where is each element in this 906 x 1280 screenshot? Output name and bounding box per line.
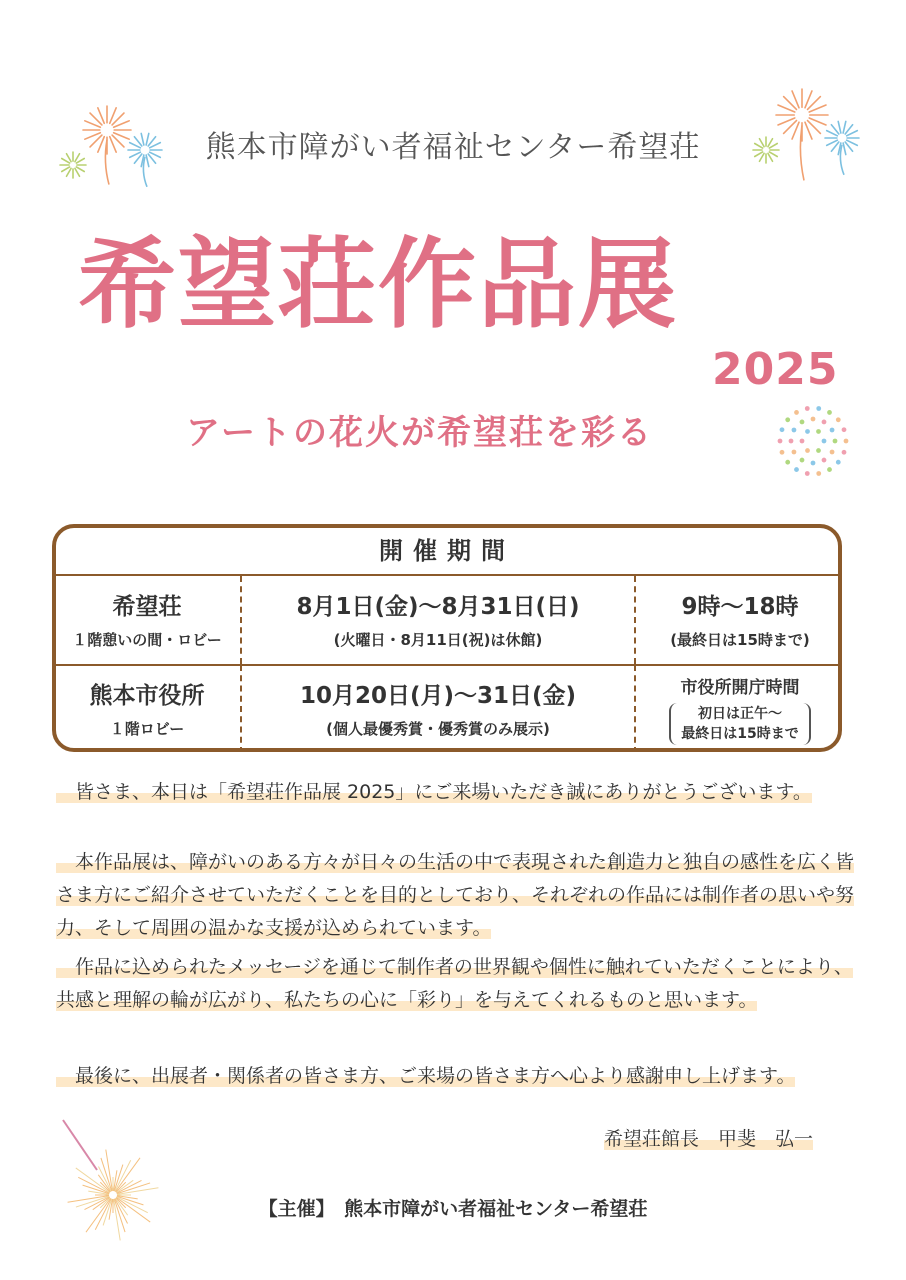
host-organization: 【主催】 熊本市障がい者福祉センター希望荘 — [258, 1198, 648, 1220]
paragraph-text: 最後に、出展者・関係者の皆さま方、ご来場の皆さま方へ心より感謝申し上げます。 — [56, 1065, 796, 1087]
title-year: 2025 — [712, 344, 839, 395]
signature-text: 希望荘館長 甲斐 弘一 — [604, 1128, 814, 1150]
hours-note: (最終日は15時まで) — [670, 631, 810, 649]
sparkler-icon — [55, 1115, 165, 1245]
hours-note-line: 初日は正午～ — [697, 706, 782, 722]
venue-detail: １階ロビー — [109, 720, 185, 738]
message-paragraph — [56, 846, 856, 945]
hours-note-line: 最終日は15時まで — [681, 726, 799, 742]
opening-hours: 市役所開庁時間 — [680, 678, 800, 698]
venue-cell — [56, 576, 238, 664]
hours-note-box — [669, 703, 810, 745]
dates-cell — [240, 665, 634, 752]
schedule-heading: 開催期間 — [56, 528, 838, 576]
organization-name: 熊本市障がい者福祉センター希望荘 — [205, 130, 701, 165]
paragraph-text: 皆さま、本日は「希望荘作品展 2025」にご来場いただき誠にありがとうございます。 — [56, 781, 812, 803]
venue-name: 希望荘 — [112, 594, 182, 620]
schedule-row-city-hall — [56, 665, 838, 752]
paragraph-text: 作品に込められたメッセージを通じて制作者の世界観や個性に触れていただくことにより、共感と理解の輪が広がり、私たちの心に「彩り」を与えてくれるものと思います。 — [56, 956, 853, 1011]
venue-name: 熊本市役所 — [89, 683, 205, 709]
page-subtitle: アートの花火が希望荘を彩る — [186, 413, 653, 453]
schedule-box — [52, 524, 842, 752]
hours-cell — [634, 665, 842, 752]
message-paragraph — [56, 951, 856, 1017]
venue-cell — [56, 665, 238, 752]
exhibition-dates: 10月20日(月)～31日(金) — [299, 683, 577, 709]
message-paragraph — [56, 1060, 856, 1093]
page-title: 希望荘作品展 — [78, 228, 679, 342]
venue-detail: １階憩いの間・ロビー — [72, 631, 222, 649]
paragraph-text: 本作品展は、障がいのある方々が日々の生活の中で表現された創造力と独自の感性を広く皆さま方にご紹介させていただくことを目的としており、それぞれの作品には制作者の思いや努力、そして周囲の温かな支援が込められています。 — [56, 851, 855, 939]
dates-cell — [240, 576, 634, 664]
exhibition-dates: 8月1日(金)～8月31日(日) — [296, 594, 580, 620]
dates-note: (火曜日・8月11日(祝)は休館) — [333, 631, 543, 649]
schedule-row-kibousou — [56, 576, 838, 666]
signature — [604, 1124, 813, 1151]
dates-note: (個人最優秀賞・優秀賞のみ展示) — [326, 720, 550, 738]
hours-cell — [634, 576, 842, 664]
message-paragraph — [56, 776, 856, 809]
opening-hours: 9時～18時 — [681, 594, 799, 620]
fireworks-dots-icon — [775, 405, 855, 480]
